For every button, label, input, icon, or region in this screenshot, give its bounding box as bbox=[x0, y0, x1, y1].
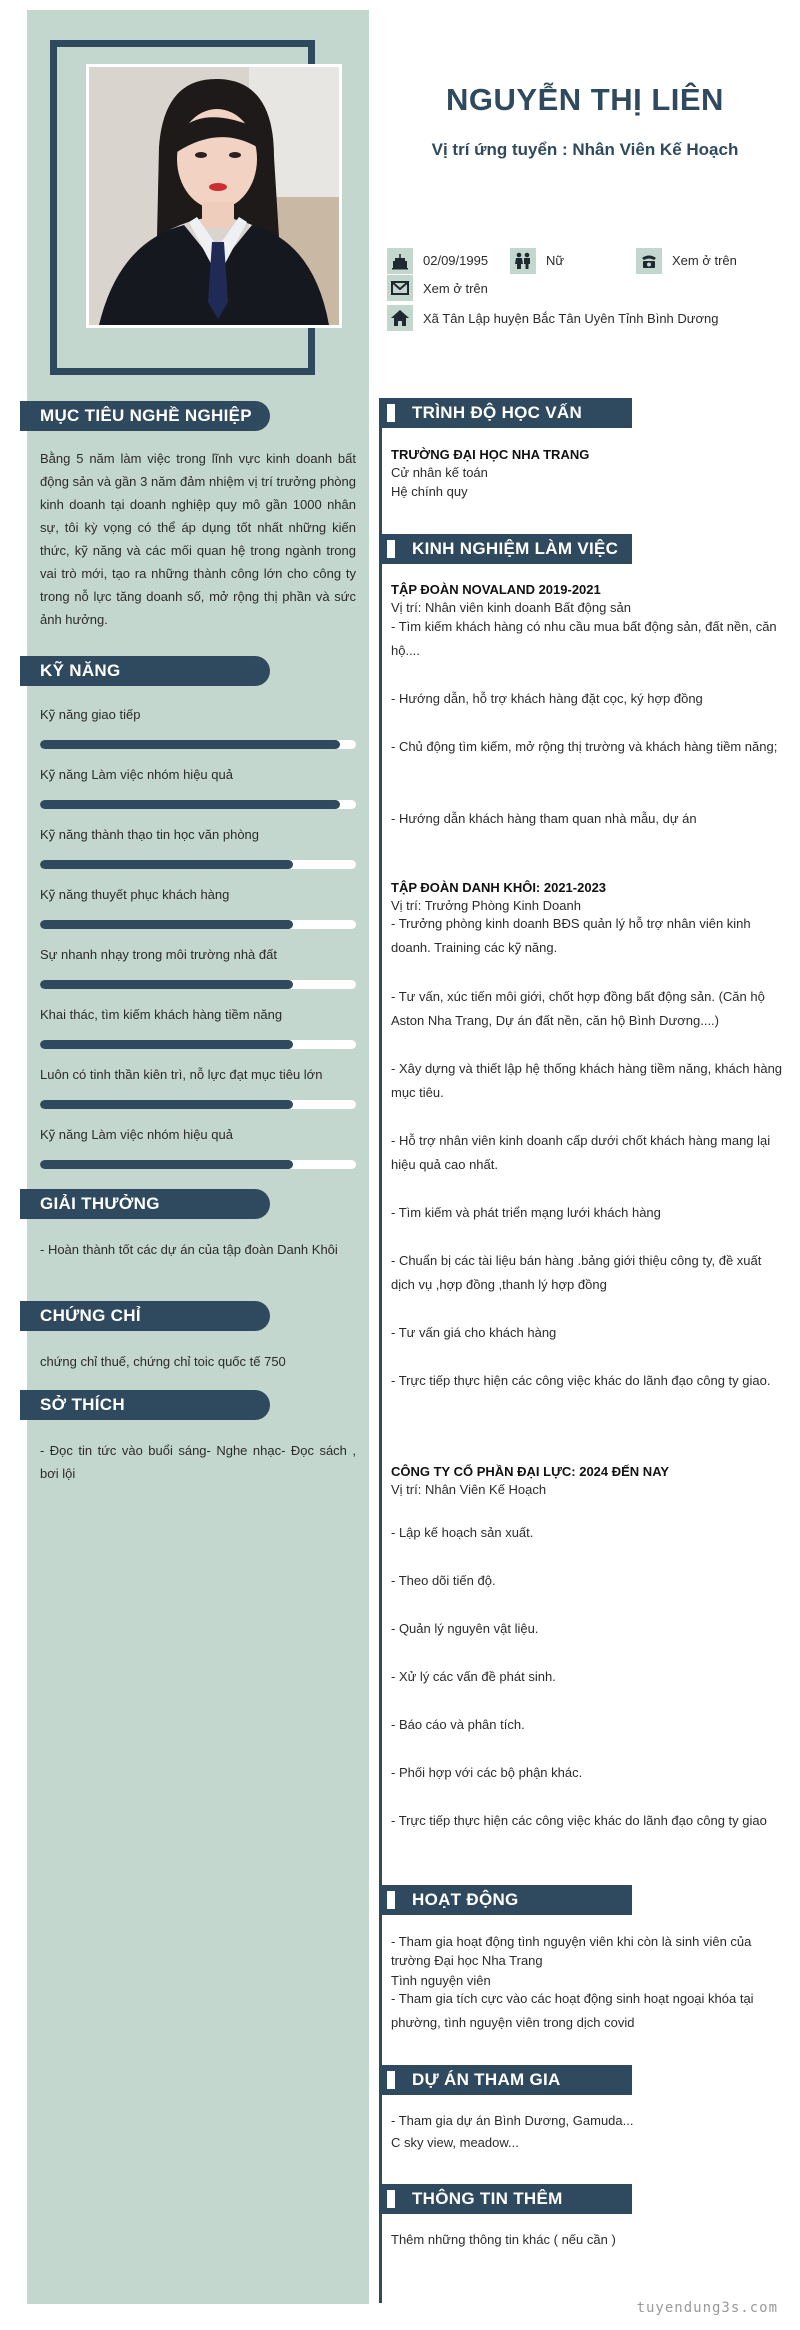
job-task: - Trực tiếp thực hiện các công việc khác do lãnh đạo công ty giao bbox=[391, 1813, 767, 1828]
skill-bar bbox=[40, 1160, 356, 1169]
job-task: - Tìm kiếm và phát triển mạng lưới khách hàng bbox=[391, 1205, 661, 1220]
job-role: Vị trí: Nhân Viên Kế Hoạch bbox=[391, 1482, 547, 1497]
skill-bar bbox=[40, 740, 356, 749]
skill-label: Kỹ năng thành thạo tin học văn phòng bbox=[40, 827, 260, 842]
awards-text: - Hoàn thành tốt các dự án của tập đoàn Danh Khôi bbox=[40, 1242, 338, 1257]
dob-text: 02/09/1995 bbox=[423, 253, 489, 268]
skill-bar-fill bbox=[40, 860, 293, 869]
home-icon bbox=[387, 305, 413, 331]
objective-title: MỤC TIÊU NGHỀ NGHIỆP bbox=[20, 401, 270, 431]
skill-bar-fill bbox=[40, 1160, 293, 1169]
job-task: - Hướng dẫn khách hàng tham quan nhà mẫu, dự án bbox=[391, 811, 697, 826]
email-text: Xem ở trên bbox=[423, 281, 488, 296]
skill-label: Kỹ năng Làm việc nhóm hiệu quả bbox=[40, 1127, 233, 1142]
hobbies-title: SỞ THÍCH bbox=[20, 1390, 270, 1420]
skill-bar-fill bbox=[40, 980, 293, 989]
projects-line: - Tham gia dự án Bình Dương, Gamuda... bbox=[391, 2113, 634, 2128]
job-task: - Tìm kiếm khách hàng có nhu cầu mua bất động sản, đất nền, căn hộ.... bbox=[391, 619, 777, 658]
skill-bar bbox=[40, 860, 356, 869]
skill-bar bbox=[40, 980, 356, 989]
activities-line: Tình nguyện viên bbox=[391, 1973, 491, 1988]
gender-icon bbox=[510, 248, 536, 274]
birthday-cake-icon bbox=[387, 248, 413, 274]
more-info-title: THÔNG TIN THÊM bbox=[379, 2184, 632, 2214]
job-task: - Trưởng phòng kinh doanh BĐS quản lý hỗ trợ nhân viên kinh doanh. Training các kỹ năng. bbox=[391, 916, 751, 955]
skill-bar bbox=[40, 1100, 356, 1109]
job-task: - Lập kế hoạch sản xuất. bbox=[391, 1525, 534, 1540]
education-type: Hệ chính quy bbox=[391, 484, 468, 499]
watermark: tuyendung3s.com bbox=[636, 2300, 778, 2316]
skill-bar-fill bbox=[40, 800, 340, 809]
candidate-name: NGUYỄN THỊ LIÊN bbox=[446, 82, 724, 117]
job-task: - Hướng dẫn, hỗ trợ khách hàng đặt cọc, ký hợp đồng bbox=[391, 691, 703, 706]
job-task: - Tư vấn giá cho khách hàng bbox=[391, 1325, 557, 1340]
skill-label: Kỹ năng thuyết phục khách hàng bbox=[40, 887, 230, 902]
job-task: - Tư vấn, xúc tiến môi giới, chốt hợp đồng bất động sản. (Căn hộ Aston Nha Trang, Dự án đất nền, căn hộ Bình Dương....) bbox=[391, 989, 765, 1028]
job-task: - Xử lý các vấn đề phát sinh. bbox=[391, 1669, 556, 1684]
education-title: TRÌNH ĐỘ HỌC VẤN bbox=[379, 398, 632, 428]
more-info-text: Thêm những thông tin khác ( nếu cần ) bbox=[391, 2232, 616, 2247]
skill-bar bbox=[40, 1040, 356, 1049]
job-company: TẬP ĐOÀN NOVALAND 2019-2021 bbox=[391, 582, 601, 597]
experience-title: KINH NGHIỆM LÀM VIỆC bbox=[379, 534, 632, 564]
phone-icon bbox=[636, 248, 662, 274]
skills-title: KỸ NĂNG bbox=[20, 656, 270, 686]
activities-title: HOẠT ĐỘNG bbox=[379, 1885, 632, 1915]
skill-bar-fill bbox=[40, 1040, 293, 1049]
skill-bar-fill bbox=[40, 920, 293, 929]
job-role: Vị trí: Trưởng Phòng Kinh Doanh bbox=[391, 898, 581, 913]
mail-icon bbox=[387, 275, 413, 301]
phone-text: Xem ở trên bbox=[672, 253, 737, 268]
objective-text: Bằng 5 năm làm việc trong lĩnh vực kinh doanh bất động sản và gần 3 năm đảm nhiệm vị trí trưởng phòng kinh doanh tại doanh nghiệp quy mô gần 1000 nhân sự, tôi kỳ vọng có thể áp dụng tốt nhất những kiến thức, kỹ năng và các mối quan hệ trong ngành trong vai trò mới, tạo ra những thành công lớn cho công ty trong nỗ lực tăng doanh số, mở rộng thị phần và sức ảnh hưởng. bbox=[40, 451, 356, 627]
skill-bar bbox=[40, 920, 356, 929]
hobbies-text: - Đọc tin tức vào buổi sáng- Nghe nhạc- Đọc sách , bơi lội bbox=[40, 1443, 356, 1481]
job-task: - Báo cáo và phân tích. bbox=[391, 1717, 525, 1732]
profile-photo bbox=[86, 64, 342, 328]
skill-label: Sự nhanh nhạy trong môi trường nhà đất bbox=[40, 947, 277, 962]
activities-line: - Tham gia hoạt động tình nguyện viên khi còn là sinh viên của trường Đại học Nha Trang bbox=[391, 1934, 752, 1968]
job-task: - Phối hợp với các bộ phận khác. bbox=[391, 1765, 583, 1780]
timeline-line bbox=[379, 398, 382, 2303]
job-task: - Quản lý nguyên vật liệu. bbox=[391, 1621, 539, 1636]
skill-label: Khai thác, tìm kiếm khách hàng tiềm năng bbox=[40, 1007, 283, 1022]
education-school: TRƯỜNG ĐẠI HỌC NHA TRANG bbox=[391, 447, 590, 462]
skill-label: Kỹ năng Làm việc nhóm hiệu quả bbox=[40, 767, 233, 782]
certificates-title: CHỨNG CHỈ bbox=[20, 1301, 270, 1331]
job-task: - Trực tiếp thực hiện các công việc khác do lãnh đạo công ty giao. bbox=[391, 1373, 771, 1388]
skill-bar-fill bbox=[40, 740, 340, 749]
skill-label: Kỹ năng giao tiếp bbox=[40, 707, 141, 722]
job-task: - Chủ động tìm kiếm, mở rộng thị trường và khách hàng tiềm năng; bbox=[391, 739, 778, 754]
portrait-illustration bbox=[89, 67, 339, 325]
education-major: Cử nhân kế toán bbox=[391, 465, 488, 480]
gender-text: Nữ bbox=[546, 253, 565, 268]
skill-bar bbox=[40, 800, 356, 809]
job-task: - Hỗ trợ nhân viên kinh doanh cấp dưới chốt khách hàng mang lại hiệu quả cao nhất. bbox=[391, 1133, 771, 1172]
applied-position: Vị trí ứng tuyển : Nhân Viên Kế Hoạch bbox=[431, 140, 739, 159]
skill-bar-fill bbox=[40, 1100, 293, 1109]
address-text: Xã Tân Lập huyện Bắc Tân Uyên Tỉnh Bình Dương bbox=[423, 311, 719, 326]
job-company: TẬP ĐOÀN DANH KHÔI: 2021-2023 bbox=[391, 880, 607, 895]
job-role: Vị trí: Nhân viên kinh doanh Bất động sản bbox=[391, 600, 631, 615]
projects-title: DỰ ÁN THAM GIA bbox=[379, 2065, 632, 2095]
job-task: - Xây dựng và thiết lập hệ thống khách hàng tiềm năng, khách hàng mục tiêu. bbox=[391, 1061, 783, 1100]
skill-label: Luôn có tinh thần kiên trì, nỗ lực đạt mục tiêu lớn bbox=[40, 1067, 323, 1082]
activities-line: - Tham gia tích cực vào các hoạt động sinh hoạt ngoại khóa tại phường, tình nguyện viên trong dịch covid bbox=[391, 1991, 754, 2030]
projects-line: C sky view, meadow... bbox=[391, 2135, 519, 2150]
job-task: - Theo dõi tiến độ. bbox=[391, 1573, 496, 1588]
awards-title: GIẢI THƯỞNG bbox=[20, 1189, 270, 1219]
job-task: - Chuẩn bị các tài liệu bán hàng .bảng giới thiệu công ty, đề xuất dịch vụ ,hợp đồng ,thanh lý hợp đồng bbox=[391, 1253, 762, 1292]
certificates-text: chứng chỉ thuế, chứng chỉ toic quốc tế 750 bbox=[40, 1354, 286, 1369]
job-company: CÔNG TY CỔ PHẦN ĐẠI LỰC: 2024 ĐẾN NAY bbox=[391, 1464, 670, 1479]
